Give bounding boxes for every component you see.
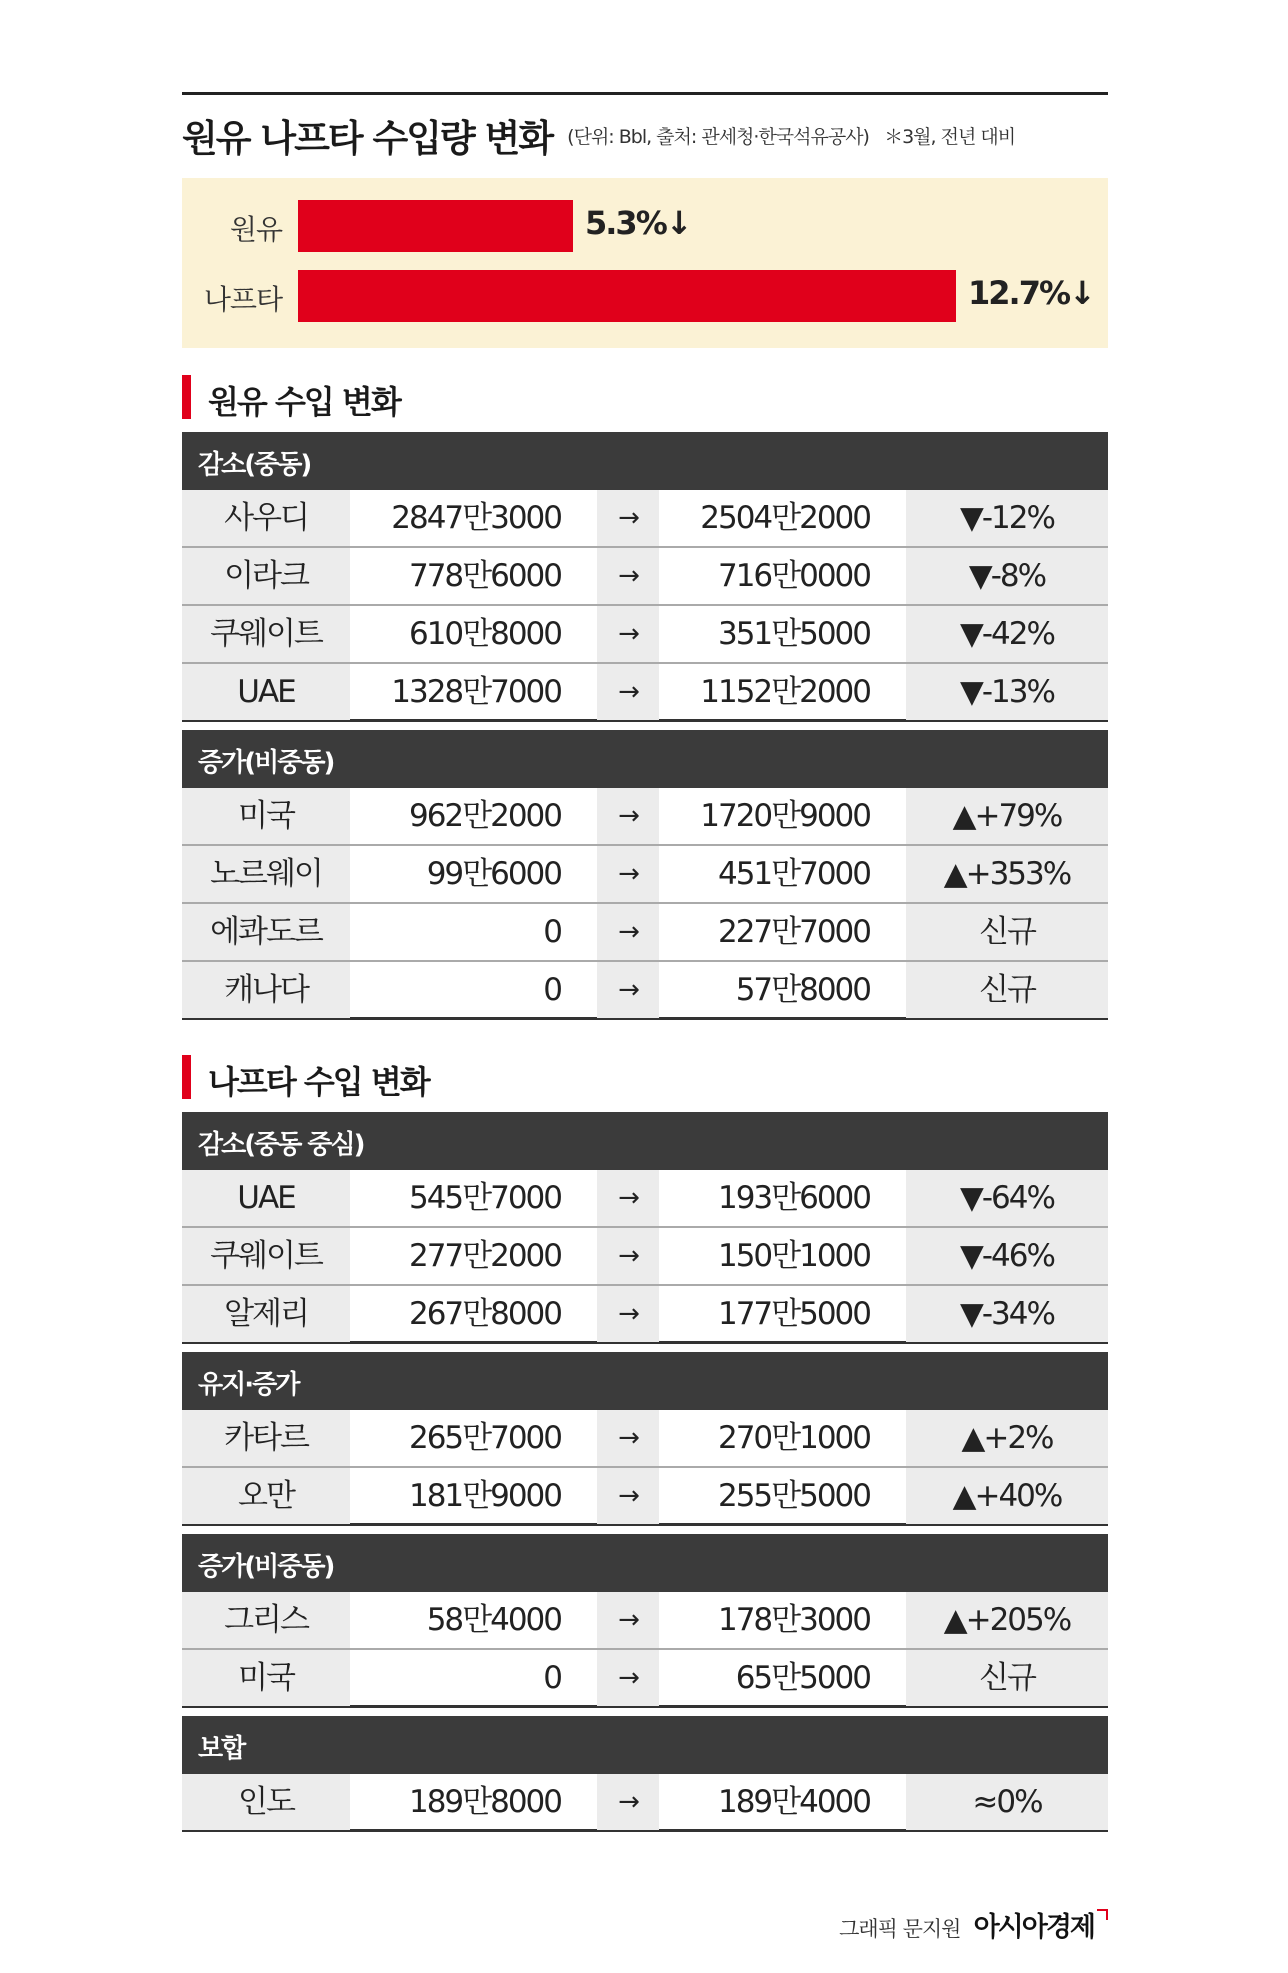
- current-volume-cell: 65만5000: [735, 1660, 870, 1696]
- arrow-cell: →: [597, 1170, 659, 1226]
- table-row: [182, 1592, 1108, 1650]
- publisher-logo: 아시아경제: [973, 1912, 1094, 1943]
- arrow-cell: →: [597, 1650, 659, 1706]
- table-row: [182, 962, 1108, 1020]
- current-volume-cell: 150만1000: [717, 1238, 870, 1274]
- country-cell: 쿠웨이트: [182, 606, 350, 662]
- current-volume-cell: 57만8000: [735, 972, 870, 1008]
- change-cell: ▲+79%: [906, 788, 1108, 844]
- previous-volume-cell: 267만8000: [408, 1296, 561, 1332]
- group-header: [182, 1534, 1108, 1592]
- group-header: [182, 1112, 1108, 1170]
- bar-chart-panel: [182, 178, 1108, 348]
- previous-volume-cell: 189만8000: [408, 1784, 561, 1820]
- current-volume-cell: 255만5000: [717, 1478, 870, 1514]
- country-cell: 그리스: [182, 1592, 350, 1648]
- bar-category-label: 나프타: [203, 283, 282, 316]
- current-volume-cell: 270만1000: [717, 1420, 870, 1456]
- previous-volume-cell: 58만4000: [426, 1602, 561, 1638]
- section-marker: [182, 1055, 191, 1099]
- unit-source-note: (단위: Bbl, 출처: 관세청·한국석유공사): [567, 125, 869, 148]
- arrow-cell: →: [597, 1592, 659, 1648]
- country-cell: 미국: [182, 788, 350, 844]
- change-cell: 신규: [906, 962, 1108, 1018]
- previous-volume-cell: 265만7000: [408, 1420, 561, 1456]
- country-cell: 캐나다: [182, 962, 350, 1018]
- change-cell: ≈0%: [906, 1774, 1108, 1830]
- bar-value-label: 5.3%↓: [585, 204, 691, 242]
- previous-volume-cell: 0: [543, 972, 561, 1008]
- change-cell: 신규: [906, 904, 1108, 960]
- arrow-cell: →: [597, 1774, 659, 1830]
- table-row: [182, 788, 1108, 846]
- arrow-cell: →: [597, 1410, 659, 1466]
- group-title: 증가(비중동): [198, 748, 334, 778]
- change-cell: ▼-42%: [906, 606, 1108, 662]
- group-header: [182, 432, 1108, 490]
- previous-volume-cell: 778만6000: [408, 558, 561, 594]
- header: [182, 108, 1108, 164]
- current-volume-cell: 451만7000: [717, 856, 870, 892]
- change-cell: ▼-34%: [906, 1286, 1108, 1342]
- current-volume-cell: 227만7000: [717, 914, 870, 950]
- chart-title: 원유 나프타 수입량 변화: [182, 117, 553, 160]
- previous-volume-cell: 962만2000: [408, 798, 561, 834]
- country-cell: 에콰도르: [182, 904, 350, 960]
- current-volume-cell: 2504만2000: [700, 500, 870, 536]
- previous-volume-cell: 1328만7000: [391, 674, 561, 710]
- arrow-cell: →: [597, 490, 659, 546]
- country-cell: 인도: [182, 1774, 350, 1830]
- change-cell: ▲+205%: [906, 1592, 1108, 1648]
- table-row: [182, 904, 1108, 962]
- table-row: [182, 664, 1108, 722]
- naphtha-section-title: 나프타 수입 변화: [208, 1063, 429, 1101]
- change-cell: ▼-12%: [906, 490, 1108, 546]
- table-row: [182, 1774, 1108, 1832]
- previous-volume-cell: 0: [543, 1660, 561, 1696]
- country-cell: 알제리: [182, 1286, 350, 1342]
- arrow-cell: →: [597, 1468, 659, 1524]
- change-cell: ▼-46%: [906, 1228, 1108, 1284]
- arrow-cell: →: [597, 846, 659, 902]
- group-header: [182, 730, 1108, 788]
- country-cell: 사우디: [182, 490, 350, 546]
- table-row: [182, 490, 1108, 548]
- previous-volume-cell: 181만9000: [408, 1478, 561, 1514]
- previous-volume-cell: 0: [543, 914, 561, 950]
- period-note: ＊3월, 전년 대비: [884, 125, 1016, 148]
- credit: [839, 1905, 1108, 1944]
- section-marker: [182, 375, 191, 419]
- table-row: [182, 606, 1108, 664]
- change-cell: ▼-13%: [906, 664, 1108, 720]
- country-cell: 노르웨이: [182, 846, 350, 902]
- previous-volume-cell: 545만7000: [408, 1180, 561, 1216]
- table-row: [182, 1170, 1108, 1228]
- bar-나프타: [298, 270, 956, 322]
- country-cell: 카타르: [182, 1410, 350, 1466]
- current-volume-cell: 1720만9000: [700, 798, 870, 834]
- arrow-cell: →: [597, 904, 659, 960]
- table-row: [182, 846, 1108, 904]
- change-cell: ▲+353%: [906, 846, 1108, 902]
- table-row: [182, 548, 1108, 606]
- group-title: 감소(중동): [198, 450, 311, 480]
- country-cell: UAE: [182, 664, 350, 720]
- table-row: [182, 1468, 1108, 1526]
- country-cell: 쿠웨이트: [182, 1228, 350, 1284]
- arrow-cell: →: [597, 1228, 659, 1284]
- current-volume-cell: 1152만2000: [700, 674, 870, 710]
- previous-volume-cell: 2847만3000: [391, 500, 561, 536]
- previous-volume-cell: 99만6000: [426, 856, 561, 892]
- group-title: 감소(중동 중심): [198, 1130, 364, 1160]
- credit-graphic: 그래픽 문지원: [839, 1917, 961, 1941]
- group-title: 증가(비중동): [198, 1552, 334, 1582]
- country-cell: UAE: [182, 1170, 350, 1226]
- change-cell: ▼-8%: [906, 548, 1108, 604]
- group-title: 보합: [198, 1734, 245, 1764]
- country-cell: 미국: [182, 1650, 350, 1706]
- current-volume-cell: 193만6000: [717, 1180, 870, 1216]
- change-cell: ▲+2%: [906, 1410, 1108, 1466]
- top-rule: [182, 92, 1108, 95]
- crude-section-title: 원유 수입 변화: [208, 383, 400, 421]
- arrow-cell: →: [597, 788, 659, 844]
- group-header: [182, 1716, 1108, 1774]
- table-row: [182, 1410, 1108, 1468]
- current-volume-cell: 351만5000: [717, 616, 870, 652]
- arrow-cell: →: [597, 1286, 659, 1342]
- arrow-cell: →: [597, 962, 659, 1018]
- previous-volume-cell: 277만2000: [408, 1238, 561, 1274]
- previous-volume-cell: 610만8000: [408, 616, 561, 652]
- current-volume-cell: 178만3000: [717, 1602, 870, 1638]
- current-volume-cell: 189만4000: [717, 1784, 870, 1820]
- logo-mark-icon: [1097, 1909, 1108, 1920]
- bar-category-label: 원유: [229, 213, 282, 246]
- group-title: 유지·증가: [198, 1370, 299, 1400]
- table-row: [182, 1228, 1108, 1286]
- group-header: [182, 1352, 1108, 1410]
- bar-value-label: 12.7%↓: [968, 274, 1094, 312]
- table-row: [182, 1650, 1108, 1708]
- country-cell: 오만: [182, 1468, 350, 1524]
- arrow-cell: →: [597, 664, 659, 720]
- country-cell: 이라크: [182, 548, 350, 604]
- arrow-cell: →: [597, 606, 659, 662]
- current-volume-cell: 177만5000: [717, 1296, 870, 1332]
- change-cell: ▼-64%: [906, 1170, 1108, 1226]
- table-row: [182, 1286, 1108, 1344]
- change-cell: ▲+40%: [906, 1468, 1108, 1524]
- current-volume-cell: 716만0000: [717, 558, 870, 594]
- change-cell: 신규: [906, 1650, 1108, 1706]
- bar-원유: [298, 200, 573, 252]
- arrow-cell: →: [597, 548, 659, 604]
